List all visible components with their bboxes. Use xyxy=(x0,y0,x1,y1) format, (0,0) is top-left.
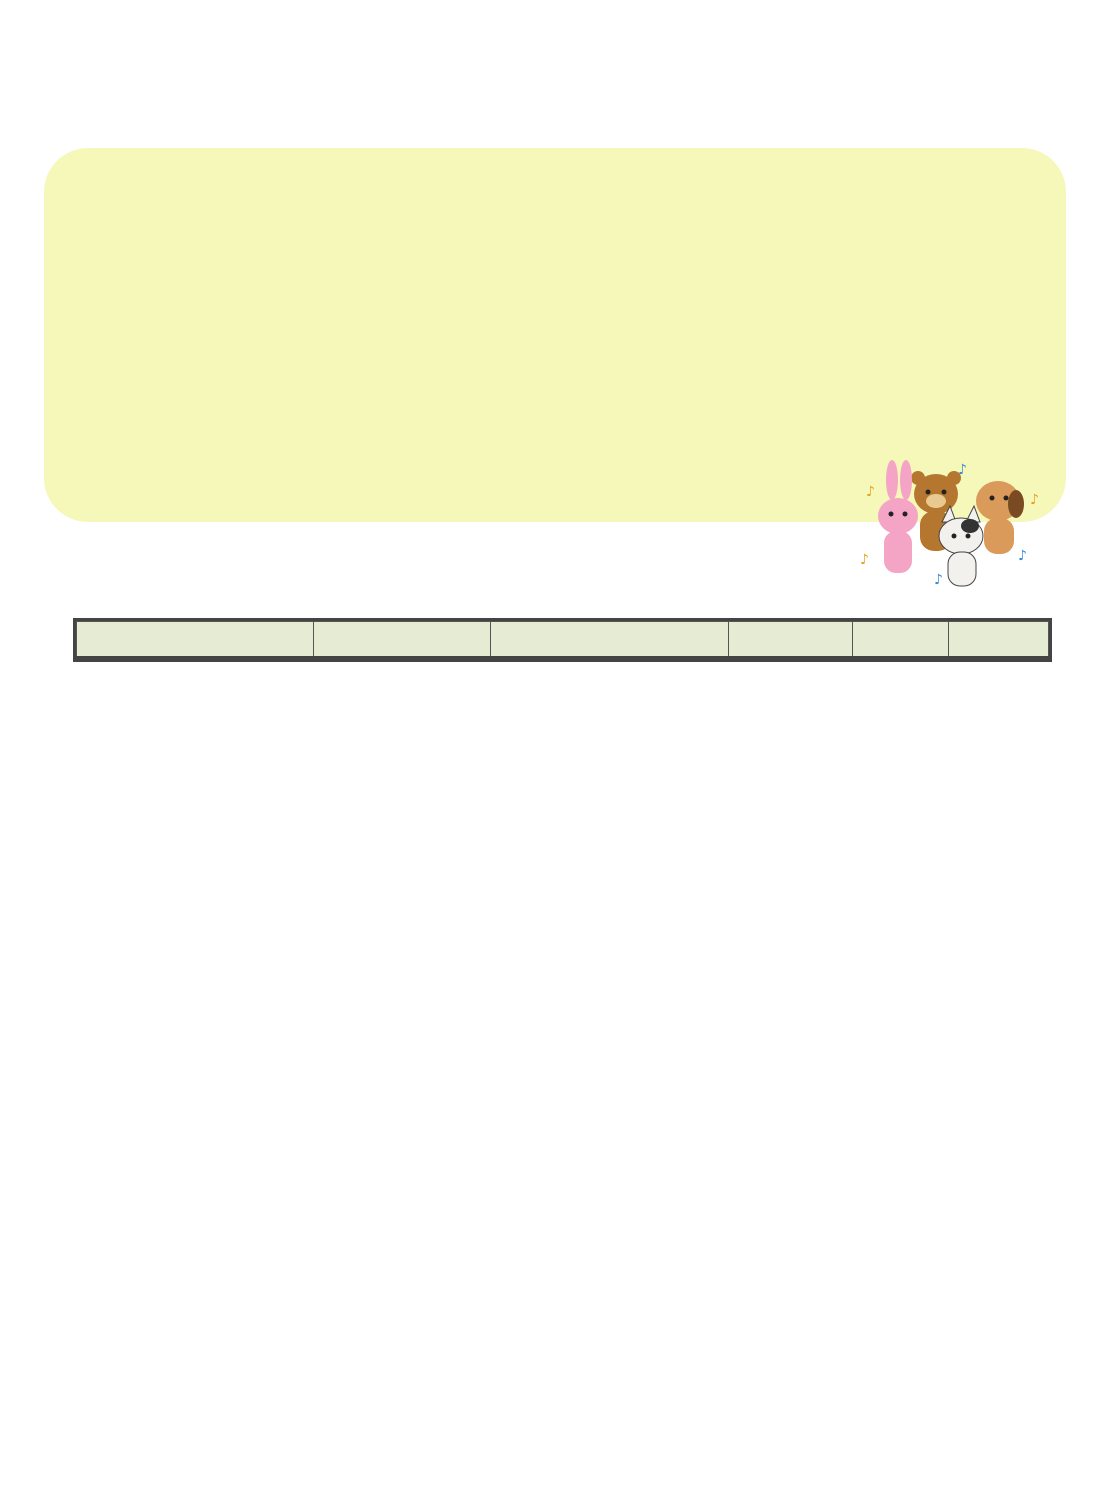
table-header-row xyxy=(77,622,1049,658)
svg-text:♪: ♪ xyxy=(860,552,869,568)
header-date xyxy=(77,622,314,658)
header-class-name xyxy=(491,622,729,658)
svg-text:♪: ♪ xyxy=(866,484,875,500)
header-instructor xyxy=(729,622,853,658)
header-shoes xyxy=(853,622,949,658)
schedule-table xyxy=(76,621,1049,659)
dancing-animals-illustration xyxy=(858,456,1048,591)
bottom-decoration-border xyxy=(0,1452,1116,1488)
svg-text:♪: ♪ xyxy=(958,462,967,478)
header-capacity xyxy=(949,622,1049,658)
svg-text:♪: ♪ xyxy=(934,572,943,588)
top-decoration-border xyxy=(0,0,1116,12)
svg-text:♪: ♪ xyxy=(1018,548,1027,564)
svg-text:♪: ♪ xyxy=(1030,492,1039,508)
header-time xyxy=(314,622,491,658)
